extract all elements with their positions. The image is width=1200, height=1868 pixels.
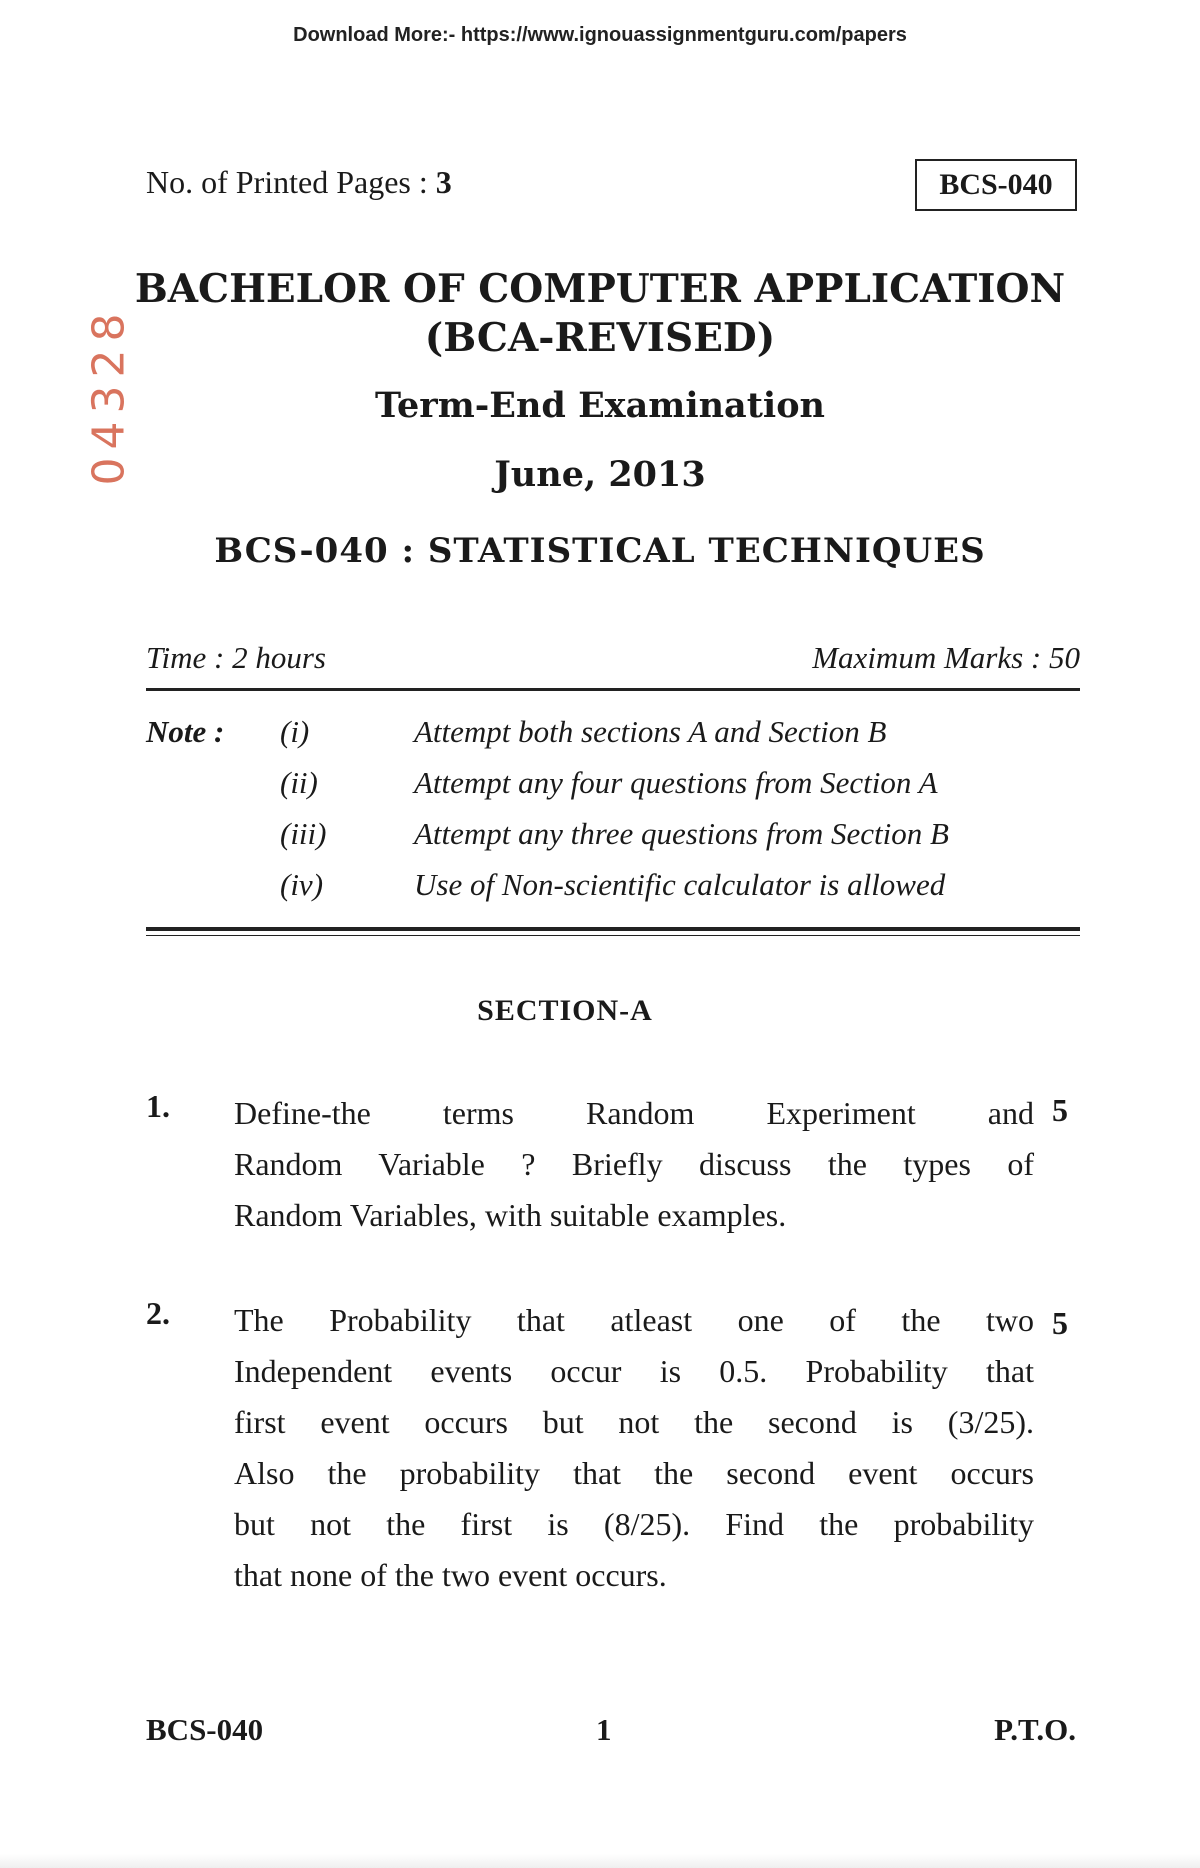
note-number: (iii) — [280, 815, 327, 851]
note-item — [146, 757, 1080, 808]
double-divider-thin — [146, 935, 1080, 936]
time-allowed: Time : 2 hours — [146, 640, 326, 675]
question-line: Random Variables, with suitable examples. — [234, 1197, 787, 1233]
section-heading: SECTION-A — [477, 994, 653, 1027]
page-number: 1 — [596, 1712, 612, 1747]
question-marks: 5 — [1052, 1305, 1068, 1341]
download-banner[interactable]: Download More:- https://www.ignouassignmentguru.com/papers — [293, 24, 907, 46]
note-number: (iv) — [280, 866, 324, 902]
note-item — [146, 706, 1080, 757]
question-number: 2. — [146, 1295, 170, 1331]
instructions — [146, 706, 1080, 910]
question-line: first event occurs but not the second is (3/25). — [234, 1404, 1034, 1440]
note-number: (i) — [280, 713, 310, 749]
question-line: The Probability that atleast one of the two — [234, 1302, 1034, 1338]
footer-code: BCS-040 — [146, 1712, 264, 1747]
please-turn-over: P.T.O. — [994, 1712, 1076, 1747]
note-item — [146, 859, 1080, 910]
printed-pages-value: 3 — [435, 164, 452, 200]
note-text: Attempt both sections A and Section B — [414, 713, 887, 749]
exam-meta — [146, 640, 1080, 676]
serial-number: 04328 — [83, 305, 135, 485]
question-line: Random Variable ? Briefly discuss the types of — [234, 1146, 1034, 1182]
question-line: Define-the terms Random Experiment and — [234, 1095, 1034, 1131]
programme-subtitle: (BCA-REVISED) — [424, 315, 776, 361]
question-text — [234, 1295, 1034, 1601]
note-text: Attempt any three questions from Section B — [414, 815, 949, 851]
question-line: that none of the two event occurs. — [234, 1557, 667, 1593]
note-text: Use of Non-scientific calculator is allowed — [414, 866, 946, 902]
question-text — [234, 1088, 1034, 1241]
double-divider — [146, 927, 1080, 931]
exam-date: June, 2013 — [494, 454, 706, 495]
question-line: Independent events occur is 0.5. Probability that — [234, 1353, 1034, 1389]
exam-type: Term-End Examination — [374, 385, 825, 426]
maximum-marks: Maximum Marks : 50 — [812, 640, 1080, 675]
question-marks: 5 — [1052, 1092, 1068, 1128]
question-line: but not the first is (8/25). Find the probability — [234, 1506, 1034, 1542]
question-line: Also the probability that the second event occurs — [234, 1455, 1034, 1491]
paper-code-box: BCS-040 — [915, 159, 1077, 211]
printed-pages — [146, 164, 452, 201]
note-text: Attempt any four questions from Section A — [414, 764, 938, 800]
note-number: (ii) — [280, 764, 318, 800]
question-number: 1. — [146, 1088, 170, 1124]
page-edge-shadow — [0, 1854, 1200, 1868]
note-item — [146, 808, 1080, 859]
note-label: Note : — [146, 713, 225, 749]
divider — [146, 688, 1080, 691]
course-title: BCS-040 : STATISTICAL TECHNIQUES — [214, 531, 986, 571]
programme-title: BACHELOR OF COMPUTER APPLICATION — [134, 266, 1066, 312]
printed-pages-label: No. of Printed Pages : — [146, 164, 436, 200]
